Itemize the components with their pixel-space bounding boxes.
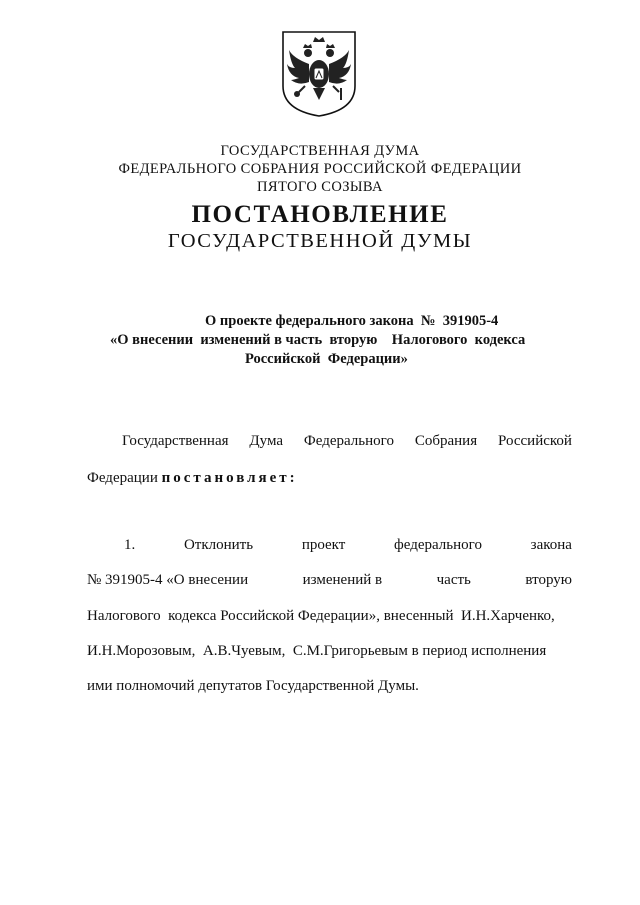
- preamble-word: Собрания: [414, 433, 478, 449]
- header-line-2: ФЕДЕРАЛЬНОГО СОБРАНИЯ РОССИЙСКОЙ ФЕДЕРАЦИИ: [118, 161, 522, 177]
- item1-word: федерального: [394, 537, 482, 553]
- item1-line-1: [124, 538, 572, 553]
- preamble-word: Федерального: [303, 433, 394, 449]
- preamble-word: Государственная: [122, 433, 229, 449]
- header-line-1: ГОСУДАРСТВЕННАЯ ДУМА: [220, 143, 420, 159]
- subject-line-2: «О внесении изменений в часть вторую Налогового кодекса: [110, 332, 526, 348]
- item1-word: Отклонить: [183, 537, 254, 553]
- document-subtitle: ГОСУДАРСТВЕННОЙ ДУМЫ: [167, 230, 473, 252]
- preamble-word: Дума: [249, 433, 284, 449]
- item1-line-5: ими полномочий депутатов Государственной Думы.: [87, 678, 419, 694]
- preamble-word: Российской: [498, 433, 572, 449]
- item1-word: 1.: [124, 537, 136, 553]
- preamble-resolves: постановляет:: [161, 470, 298, 486]
- preamble-federation: Федерации: [87, 470, 162, 486]
- state-emblem: [275, 28, 363, 120]
- header-line-3: ПЯТОГО СОЗЫВА: [257, 179, 383, 195]
- item1-segment: изменений в: [302, 572, 383, 588]
- document-title: ПОСТАНОВЛЕНИЕ: [191, 201, 449, 228]
- preamble-line-2: [87, 471, 298, 486]
- item1-line-3: Налогового кодекса Российской Федерации», внесенный И.Н.Харченко,: [87, 608, 555, 624]
- item1-segment: вторую: [525, 572, 572, 588]
- subject-line-1: О проекте федерального закона № 391905-4: [205, 313, 499, 329]
- item1-word: закона: [530, 537, 572, 553]
- item1-segment: часть: [436, 572, 471, 588]
- preamble-line-1: [122, 434, 572, 449]
- russian-double-headed-eagle-icon: [275, 28, 363, 120]
- item1-line-4: И.Н.Морозовым, А.В.Чуевым, С.М.Григорьевым в период исполнения: [87, 643, 547, 659]
- item1-line-2: [87, 573, 572, 588]
- item1-word: проект: [301, 537, 346, 553]
- subject-line-3: Российской Федерации»: [245, 351, 408, 367]
- item1-segment: № 391905-4 «О внесении: [87, 572, 249, 588]
